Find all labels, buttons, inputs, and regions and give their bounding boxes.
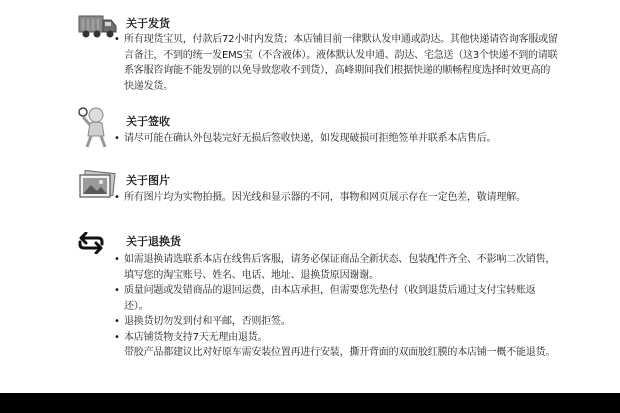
images-item-text: 所有图片均为实物拍摄。因光线和显示器的不同，事物和网页展示存在一定色差，敬请理解。 bbox=[124, 192, 526, 203]
list-item bbox=[114, 252, 559, 283]
bullet-icon: • bbox=[114, 285, 120, 296]
delivery-truck-icon bbox=[78, 10, 118, 42]
receipt-title: 关于签收 bbox=[126, 115, 170, 128]
list-item bbox=[114, 330, 559, 346]
receipt-item-text: 请尽可能在确认外包装完好无损后签收快递，如发现破损可拒绝签单并联系本店售后。 bbox=[124, 133, 497, 144]
bullet-icon: • bbox=[114, 133, 120, 144]
returns-title: 关于退换货 bbox=[126, 235, 181, 248]
return-arrows-icon bbox=[78, 232, 104, 254]
returns-list bbox=[114, 252, 559, 361]
returns-item-text: 质量问题或发错商品的退回运费，由本店承担，但需要您先垫付（收到退货后通过支付宝转账返还）。 bbox=[124, 285, 536, 312]
bullet-icon: • bbox=[114, 192, 120, 203]
shipping-list bbox=[114, 32, 559, 94]
returns-note-text: 带胶产品都建议比对好原车需安装位置再进行安装，撕开背面的双面胶红膜的本店铺一概不能退货。 bbox=[124, 347, 556, 358]
list-item bbox=[114, 283, 559, 314]
bullet-icon: • bbox=[114, 316, 120, 327]
shipping-title: 关于发货 bbox=[126, 17, 170, 30]
returns-note bbox=[114, 345, 559, 361]
returns-item-text: 如需退换请选联系本店在线售后客服，请务必保证商品全新状态、包装配件齐全、不影响二次销售，填写您的淘宝账号、姓名、电话、地址、退换货原因谢谢。 bbox=[124, 254, 556, 281]
bullet-icon: • bbox=[114, 254, 120, 265]
images-list bbox=[114, 190, 559, 206]
list-item bbox=[114, 190, 559, 206]
bottom-bar bbox=[0, 393, 620, 413]
list-item bbox=[114, 32, 559, 94]
list-item bbox=[114, 131, 559, 147]
returns-item-text: 本店铺货物支持7天无理由退货。 bbox=[124, 331, 268, 343]
receipt-list bbox=[114, 131, 559, 147]
shipping-item-text: 所有现货宝贝，付款后72小时内发货；本店铺目前一律默认发申通或韵达。其他快递请咨询客服或留言备注，不到的统一发EMS宝（不含液体）。液体默认发申通、韵达、宅急送（这3个快递不到的请联系客服咨询能不能发别的以免导致您收不到货），高峰期间我们根据快递的顺畅程度选择时效更高的快递发货。 bbox=[124, 34, 558, 92]
bullet-icon: • bbox=[114, 331, 120, 343]
person-with-magnifier-icon bbox=[78, 103, 114, 149]
list-item bbox=[114, 314, 559, 330]
returns-item-text: 退换货切勿发到付和平邮，否则拒签。 bbox=[124, 316, 291, 327]
images-title: 关于图片 bbox=[126, 174, 170, 187]
bullet-icon: • bbox=[114, 34, 120, 45]
photo-icon bbox=[78, 170, 116, 200]
